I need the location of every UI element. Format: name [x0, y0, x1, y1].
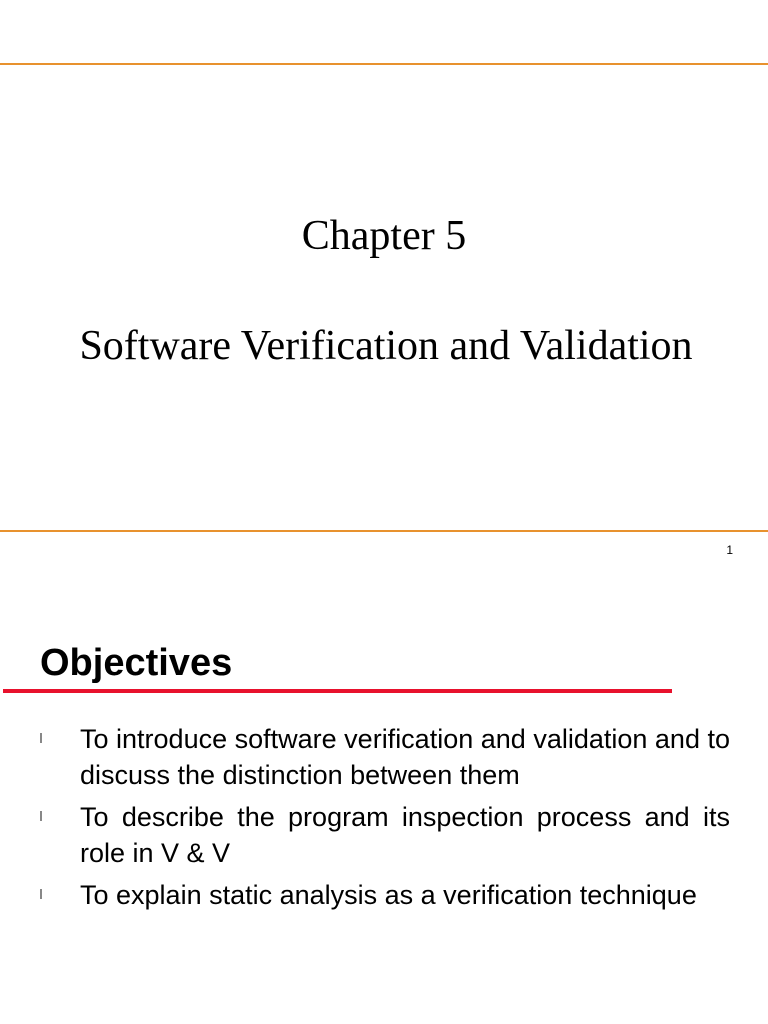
top-divider — [0, 63, 768, 65]
chapter-title: Chapter 5 — [301, 213, 467, 259]
list-item — [0, 721, 768, 793]
bullet-text: To introduce software verification and validation and to discuss the distinction between them — [80, 724, 730, 790]
objectives-slide — [0, 565, 768, 1024]
chapter-subtitle: Software Verification and Validation — [79, 323, 693, 369]
heading-underline — [3, 689, 672, 693]
bullet-icon — [40, 733, 42, 743]
bottom-divider — [0, 530, 768, 532]
objectives-heading: Objectives — [40, 642, 233, 684]
list-item — [0, 877, 768, 913]
bullet-icon — [40, 889, 42, 899]
objectives-list — [0, 721, 768, 919]
bullet-text: To explain static analysis as a verification technique — [80, 880, 697, 910]
list-item — [0, 799, 768, 871]
bullet-text: To describe the program inspection process and its role in V & V — [80, 802, 730, 868]
page-number: 1 — [726, 543, 733, 557]
bullet-icon — [40, 811, 42, 821]
